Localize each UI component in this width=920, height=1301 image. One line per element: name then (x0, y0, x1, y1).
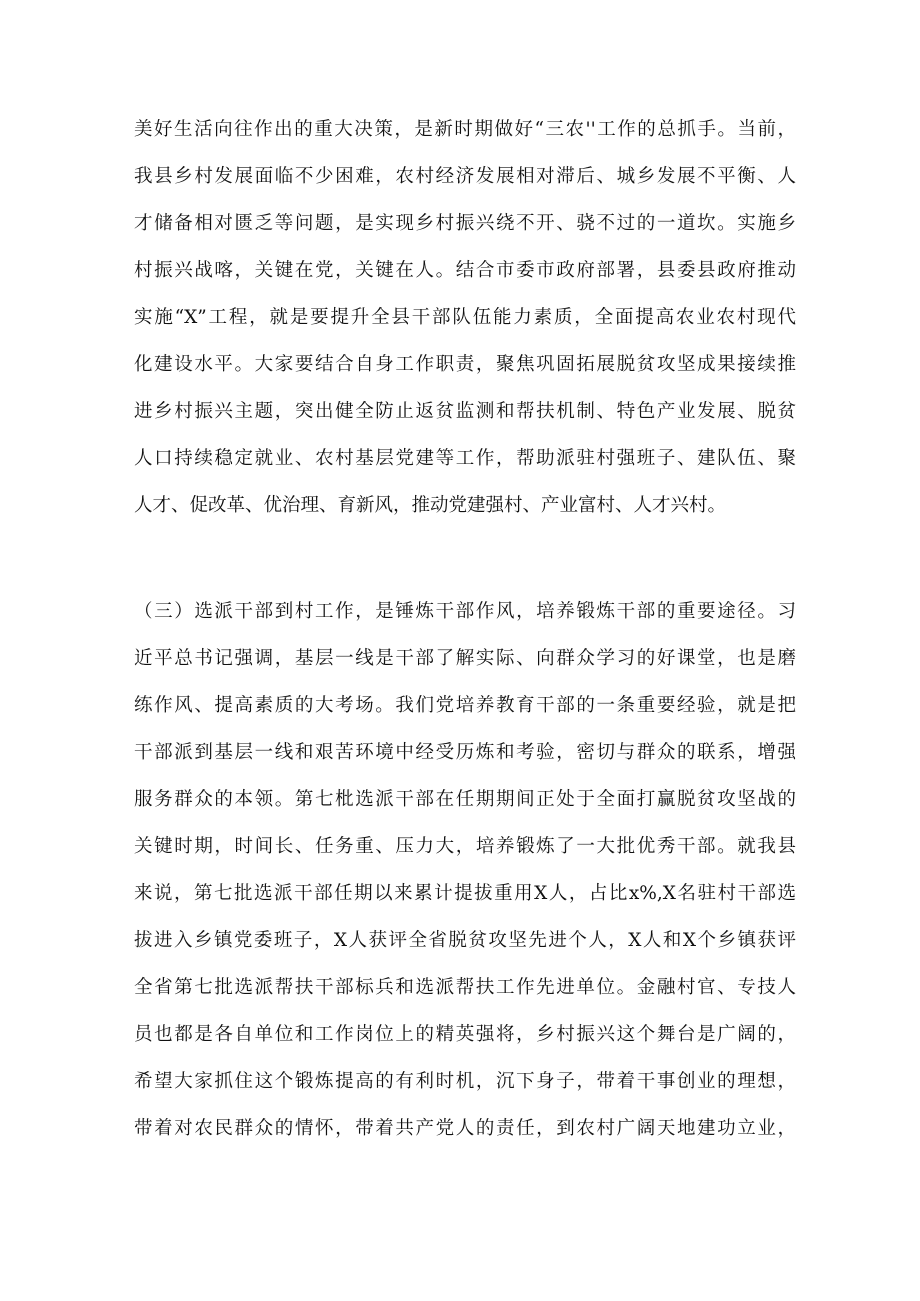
text-line: 练作风、提高素质的大考场。我们党培养教育干部的一条重要经验，就是把 (134, 695, 796, 716)
text-line: 带着对农民群众的情怀，带着共产党人的责任，到农村广阔天地建功立业， (134, 1118, 796, 1139)
text-line: 美好生活向往作出的重大决策，是新时期做好“三农''工作的总抓手。当前， (134, 119, 796, 140)
text-line: 实施“X”工程，就是要提升全县干部队伍能力素质，全面提高农业农村现代 (134, 307, 796, 328)
paragraph-rural-revitalization (134, 106, 796, 529)
text-line: 人才、促改革、优治理、育新风，推动党建强村、产业富村、人才兴村。 (134, 495, 727, 516)
section-heading-line: （三）选派干部到村工作，是锤炼干部作风，培养锻炼干部的重要途径。习 (134, 601, 796, 622)
text-line: 进乡村振兴主题，突出健全防止返贫监测和帮扶机制、特色产业发展、脱贫 (134, 401, 796, 422)
text-line: 拔进入乡镇党委班子，X人获评全省脱贫攻坚先进个人，X人和X个乡镇获评 (134, 930, 796, 951)
text-line: 才储备相对匮乏等问题，是实现乡村振兴绕不开、骁不过的一道坎。实施乡 (134, 213, 796, 234)
text-line: 员也都是各自单位和工作岗位上的精英强将，乡村振兴这个舞台是广阔的， (134, 1024, 796, 1045)
text-line: 干部派到基层一线和艰苦环境中经受历炼和考验，密切与群众的联系，增强 (134, 742, 796, 763)
text-line: 关键时期，时间长、任务重、压力大，培养锻炼了一大批优秀干部。就我县 (134, 836, 796, 857)
text-line: 服务群众的本领。第七枇选派干部在任期期间正处于全面打赢脱贫攻坚战的 (134, 789, 796, 810)
text-line: 人口持续稳定就业、农村基层党建等工作，帮助派驻村强班子、建队伍、聚 (134, 448, 796, 469)
text-line: 希望大家抓住这个锻炼提高的有利时机，沉下身子，带着干事创业的理想， (134, 1071, 796, 1092)
text-line: 全省第七批选派帮扶干部标兵和选派帮扶工作先进单位。金融村官、专技人 (134, 977, 796, 998)
text-line: 来说，第七批选派干部任期以来累计提拔重用X人，占比x%,X名驻村干部选 (134, 883, 796, 904)
text-line: 化建设水平。大家要结合自身工作职责，聚焦巩固拓展脱贫攻坚成果接续推 (134, 354, 796, 375)
text-line: 村振兴战喀，关键在党，关键在人。结合市委市政府部署，县委县政府推动 (134, 260, 796, 281)
paragraph-cadre-training (134, 588, 796, 1152)
text-line: 我县乡村发展面临不少困难，农村经济发展相对滞后、城乡发展不平衡、人 (134, 166, 796, 187)
text-line: 近平总书记强调，基层一线是干部了解实际、向群众学习的好课堂，也是磨 (134, 648, 796, 669)
